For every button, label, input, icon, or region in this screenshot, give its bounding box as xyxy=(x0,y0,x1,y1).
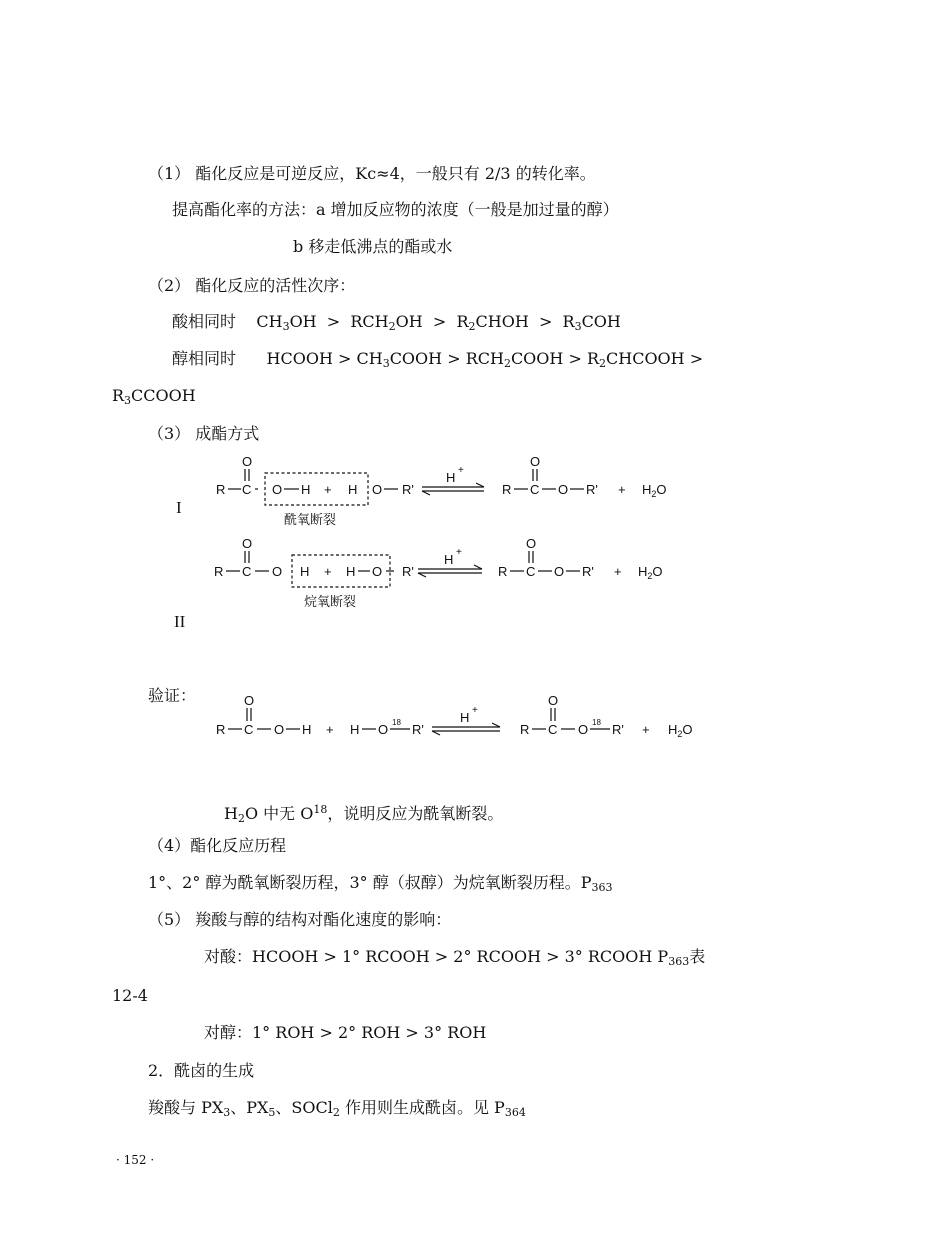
svg-text:H: H xyxy=(346,564,356,579)
svg-text:R: R xyxy=(216,722,226,737)
svg-text:O: O xyxy=(554,564,565,579)
svg-text:C: C xyxy=(242,564,252,579)
svg-text:O: O xyxy=(526,536,537,551)
svg-text:+: + xyxy=(326,722,334,737)
table-ref-line: 12-4 xyxy=(112,986,148,1005)
h2o-conclusion-mid: 中无 O xyxy=(263,804,314,823)
svg-text:H: H xyxy=(444,552,454,567)
acid-order-text: 对酸：HCOOH > 1° RCOOH > 2° RCOOH > 3° RCOOH P xyxy=(204,947,669,966)
acid-same-label: 酸相同时 xyxy=(172,312,237,331)
subscript-2: 2 xyxy=(332,1106,340,1119)
svg-text:+: + xyxy=(642,722,650,737)
svg-text:R: R xyxy=(498,564,508,579)
svg-text:H: H xyxy=(460,710,470,725)
verification-label: 验证： xyxy=(148,686,197,705)
catalyst-label: H xyxy=(446,470,456,485)
alcohol-same-label: 醇相同时 xyxy=(172,349,237,368)
svg-text:O: O xyxy=(242,536,253,551)
svg-text:C: C xyxy=(526,564,536,579)
svg-text:O: O xyxy=(372,482,383,497)
svg-text:R: R xyxy=(502,482,512,497)
methods-line-b: b 移走低沸点的酯或水 xyxy=(293,237,453,256)
svg-text:H2O: $H_2O$ xyxy=(642,482,667,499)
svg-text:H: H xyxy=(348,482,358,497)
svg-text:+: + xyxy=(614,564,622,579)
acyl-halide-text-d: 作用则生成酰卤。见 P xyxy=(339,1098,505,1117)
roman-numeral-two: II xyxy=(174,612,186,631)
svg-text:O: O xyxy=(272,564,283,579)
acid-order-page-ref: 363 xyxy=(668,955,690,968)
svg-text:C: C xyxy=(244,722,254,737)
svg-text:R': R' xyxy=(582,564,594,579)
acyl-halide-text-b: 、PX xyxy=(230,1098,269,1117)
svg-text:+: + xyxy=(324,564,332,579)
h2o-conclusion-line: $H_2O$ 中无 $O^{18}$，说明反应为酰氧断裂。 xyxy=(224,803,504,825)
svg-text:R': R' xyxy=(402,482,414,497)
svg-text:R: R xyxy=(214,564,224,579)
svg-text:R: R xyxy=(216,482,226,497)
svg-text:18: 18 xyxy=(592,718,601,727)
alcohol-order-line: 对醇：1° ROH > 2° ROH > 3° ROH xyxy=(204,1023,487,1042)
svg-text:C: C xyxy=(530,482,540,497)
acid-order-line xyxy=(204,947,705,972)
svg-text:R: R xyxy=(520,722,530,737)
structure-effect-heading: （5） 羧酸与醇的结构对酯化速度的影响： xyxy=(148,910,452,929)
svg-text:O: O xyxy=(274,722,285,737)
svg-text:R': R' xyxy=(402,564,414,579)
isotope-label: 18 xyxy=(392,718,401,727)
alcohol-same-line: 醇相同时 HCOOH > $CH_3COOH$ > $RCH_2COOH$ > $R_2CHCOOH$ > xyxy=(172,349,704,370)
page-number: · 152 · xyxy=(116,1153,155,1167)
acyl-halide-page-ref: 364 xyxy=(504,1106,526,1119)
h2o-conclusion-tail: ，说明反应为酰氧断裂。 xyxy=(327,804,504,823)
svg-text:O: O xyxy=(558,482,569,497)
svg-text:+: + xyxy=(618,482,626,497)
mechanism-line xyxy=(148,873,612,898)
svg-text:H: H xyxy=(350,722,360,737)
svg-text:H2O: $H_2O$ xyxy=(668,722,693,739)
methods-line-a: 提高酯化率的方法：a 增加反应物的浓度（一般是加过量的醇） xyxy=(172,200,619,219)
alkyl-oxygen-cleavage-caption: 烷氧断裂 xyxy=(304,595,357,610)
svg-text:R': R' xyxy=(612,722,624,737)
svg-text:O: O xyxy=(244,693,255,708)
reaction-acyl-oxygen-cleavage xyxy=(200,452,720,532)
mechanism-text: 1°、2° 醇为酰氧断裂历程，3° 醇（叔醇）为烷氧断裂历程。P xyxy=(148,873,592,892)
mechanism-heading: （4）酯化反应历程 xyxy=(148,836,287,855)
svg-text:C: C xyxy=(242,482,252,497)
r3ccooh-tail: CCOOH xyxy=(131,386,196,405)
acyl-halide-line xyxy=(148,1098,526,1123)
superscript-18: 18 xyxy=(313,803,328,816)
svg-text:C: C xyxy=(548,722,558,737)
reaction-alkyl-oxygen-cleavage xyxy=(200,534,720,614)
subscript-5: 5 xyxy=(268,1106,276,1119)
svg-text:+: + xyxy=(472,705,478,716)
reaction-isotope-verification xyxy=(200,686,720,746)
svg-text:O: O xyxy=(578,722,589,737)
svg-text:H2O: $H_2O$ xyxy=(638,564,663,581)
activity-heading: （2） 酯化反应的活性次序： xyxy=(148,276,356,295)
svg-text:O: O xyxy=(372,564,383,579)
alcohol-same-line-continued: $R_3CCOOH$ xyxy=(112,386,196,407)
svg-text:O: O xyxy=(548,693,559,708)
subscript-3: 3 xyxy=(124,394,132,407)
mechanism-page-ref: 363 xyxy=(591,881,613,894)
equilibrium-line: （1） 酯化反应是可逆反应，Kc≈4，一般只有 2/3 的转化率。 xyxy=(148,164,596,183)
acyl-oxygen-cleavage-caption: 酰氧断裂 xyxy=(284,513,337,528)
svg-text:+: + xyxy=(458,465,464,476)
svg-text:O: O xyxy=(242,454,253,469)
acid-order-table-word: 表 xyxy=(689,947,706,966)
acyl-halide-text-c: 、SOCl xyxy=(275,1098,333,1117)
acyl-halide-heading: 2．酰卤的生成 xyxy=(148,1061,255,1080)
plus-sign: + xyxy=(324,482,332,497)
subscript-3b: 3 xyxy=(223,1106,231,1119)
acyl-halide-text-a: 羧酸与 PX xyxy=(148,1098,224,1117)
ester-formation-heading: （3） 成酯方式 xyxy=(148,424,260,443)
roman-numeral-one: I xyxy=(176,498,182,517)
svg-text:R': R' xyxy=(586,482,598,497)
svg-text:H: H xyxy=(301,482,311,497)
acid-same-line: 酸相同时 $CH_3OH > RCH_2OH$ > $R_2CHOH > R_3COH$ xyxy=(172,312,621,333)
svg-text:O: O xyxy=(378,722,389,737)
svg-text:+: + xyxy=(456,547,462,558)
svg-text:O: O xyxy=(272,482,283,497)
svg-text:O: O xyxy=(530,454,541,469)
svg-text:H: H xyxy=(300,564,310,579)
svg-text:R': R' xyxy=(412,722,424,737)
svg-text:H: H xyxy=(302,722,312,737)
